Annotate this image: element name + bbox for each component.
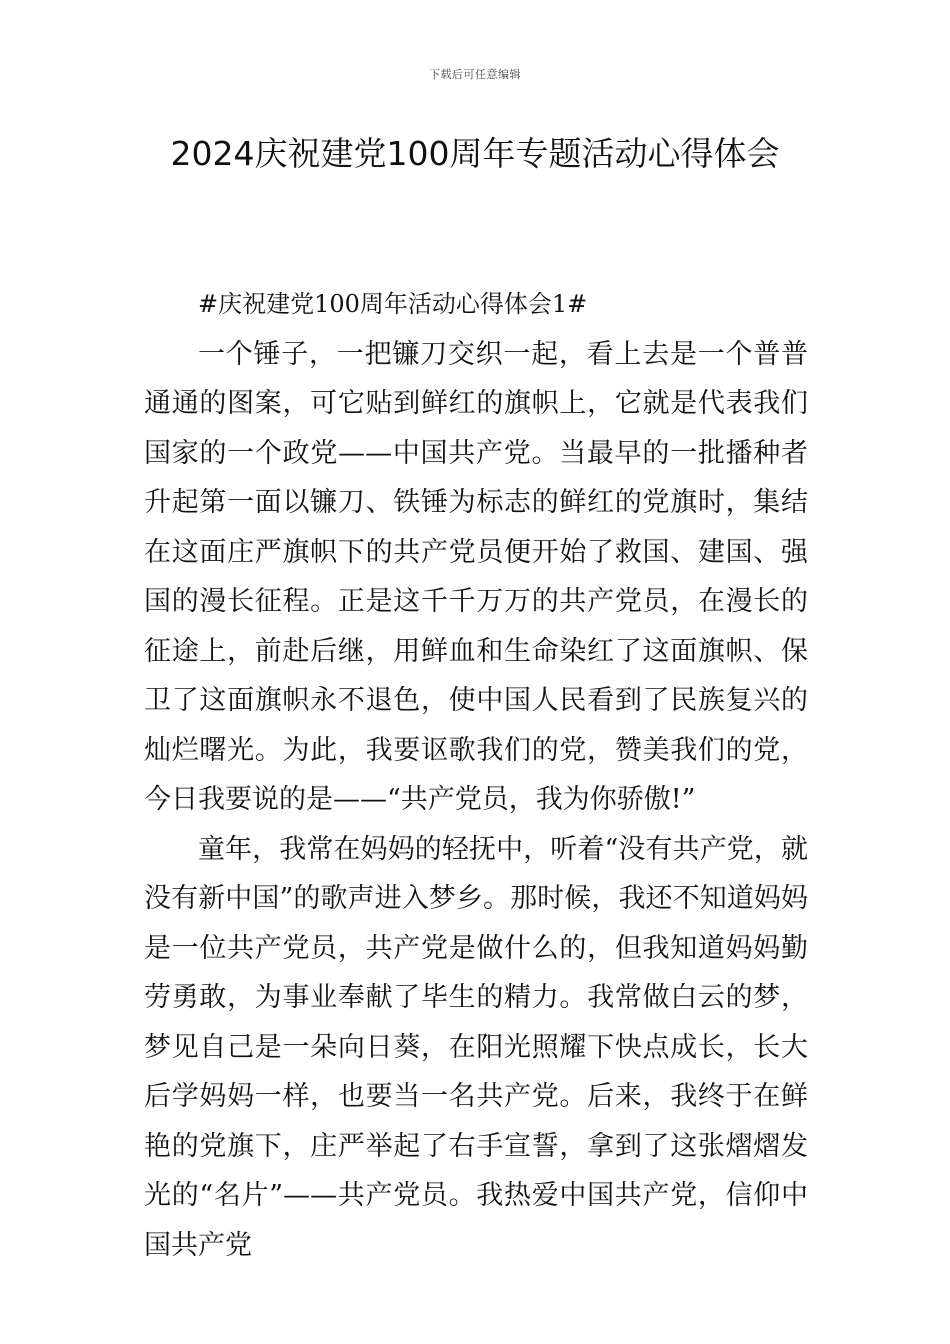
document-title: 2024庆祝建党100周年专题活动心得体会: [170, 134, 780, 173]
body-paragraph: 童年，我常在妈妈的轻抚中，听着“没有共产党，就没有新中国”的歌声进入梦乡。那时候，我还不知道妈妈是一位共产党员，共产党是做什么的，但我知道妈妈勤劳勇敢，为事业奉献了毕生的精力。我常做白云的梦，梦见自己是一朵向日葵，在阳光照耀下快点成长，长大后学妈妈一样，也要当一名共产党。后来，我终于在鲜艳的党旗下，庄严举起了右手宣誓，拿到了这张熠熠发光的“名片”——共产党员。我热爱中国共产党，信仰中国共产党: [144, 833, 808, 1261]
document-body: [144, 280, 808, 1270]
header-note: 下载后可任意编辑: [429, 68, 521, 81]
body-paragraph: 一个锤子，一把镰刀交织一起，看上去是一个普普通通的图案，可它贴到鲜红的旗帜上，它就是代表我们国家的一个政党——中国共产党。当最早的一批播种者升起第一面以镰刀、铁锤为标志的鲜红的党旗时，集结在这面庄严旗帜下的共产党员便开始了救国、建国、强国的漫长征程。正是这千千万万的共产党员，在漫长的征途上，前赴后继，用鲜血和生命染红了这面旗帜、保卫了这面旗帜永不退色，使中国人民看到了民族复兴的灿烂曙光。为此，我要讴歌我们的党，赞美我们的党，今日我要说的是——“共产党员，我为你骄傲!”: [144, 338, 808, 815]
section-heading: #庆祝建党100周年活动心得体会1#: [198, 290, 588, 318]
